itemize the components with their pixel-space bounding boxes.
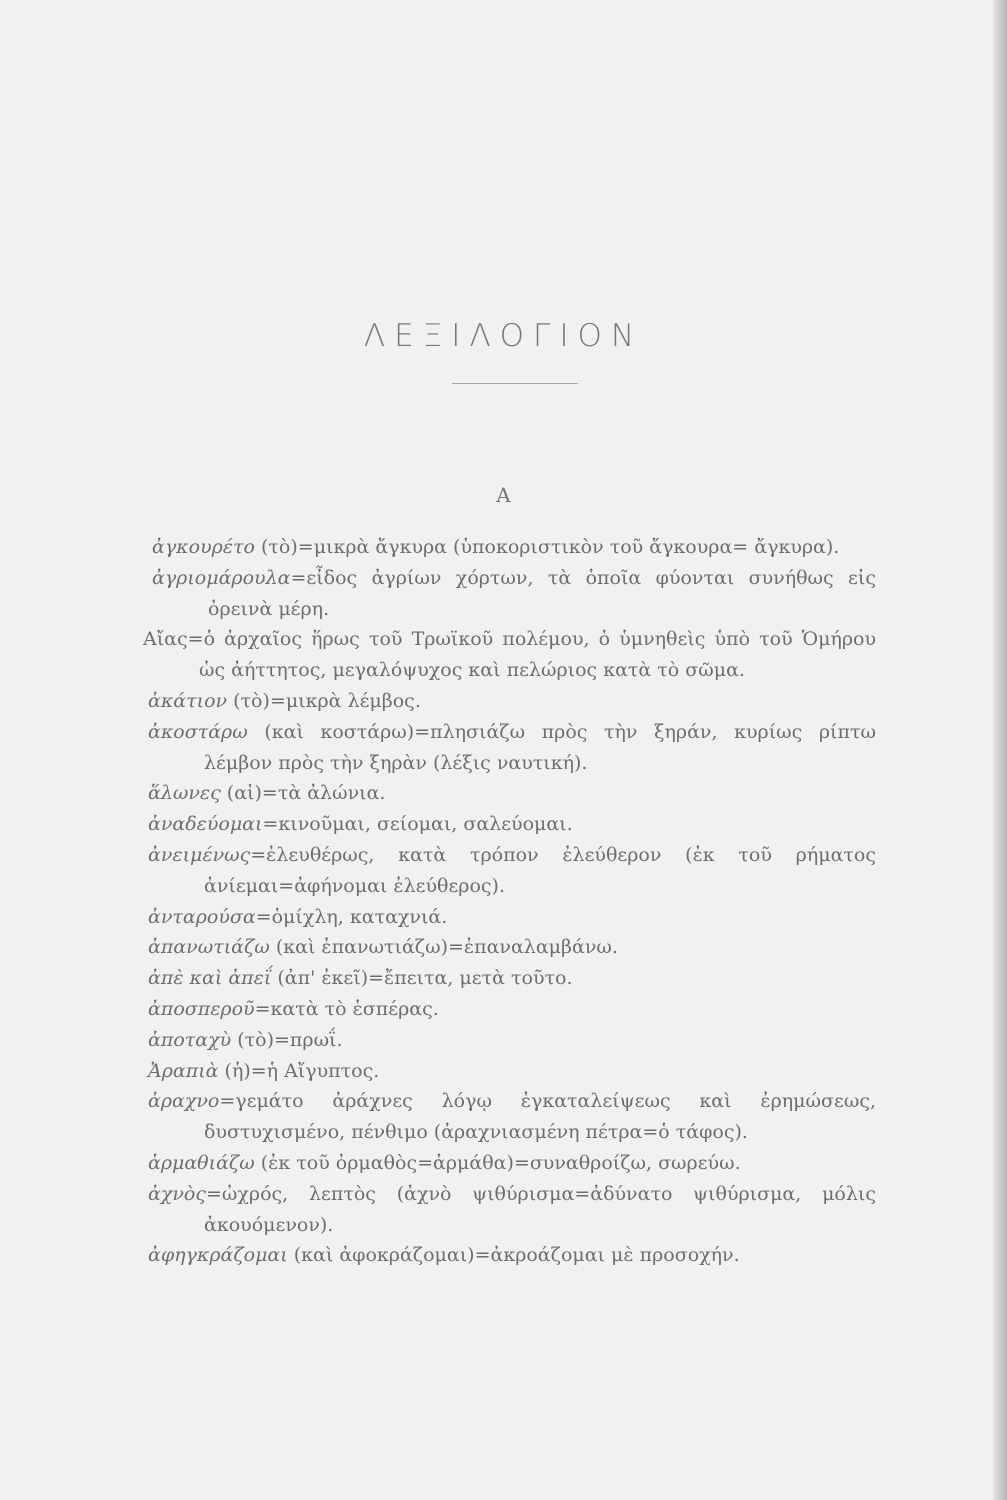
entry-headword: ἀραχνο: [148, 1090, 220, 1113]
entry-headword: ἀποταχὺ: [148, 1028, 232, 1051]
glossary-entry: [148, 1086, 876, 1148]
entry-headword: ἀγριομάρουλα: [152, 566, 291, 589]
entry-definition: =εἶδος ἀγρίων χόρτων, τὰ ὁποῖα φύονται συνήθως εἰς ὀρεινὰ μέρη.: [208, 566, 876, 620]
title-divider: [452, 383, 578, 384]
glossary-entry: [148, 840, 876, 902]
glossary-entry: [148, 1179, 876, 1241]
glossary-entry: [152, 563, 876, 625]
glossary-entry: [148, 809, 876, 840]
glossary-entry: [148, 1148, 876, 1179]
glossary-entry: [148, 932, 876, 963]
glossary-entry: [148, 717, 876, 779]
entry-definition: (τὸ)=μικρὰ λέμβος.: [227, 689, 421, 712]
entry-definition: =γεμάτο ἀράχνες λόγῳ ἐγκαταλείψεως καὶ ἐρημώσεως, δυστυχισμένο, πένθιμο (ἀραχνιασμένη πέτρα=ὁ τάφος).: [204, 1090, 876, 1144]
entry-definition: (ἀπ' ἐκεῖ)=ἔπειτα, μετὰ τοῦτο.: [271, 967, 573, 990]
entry-definition: (τὸ)=μικρὰ ἄγκυρα (ὑποκοριστικὸν τοῦ ἄγκουρα= ἄγκυρα).: [254, 536, 840, 558]
section-letter: Α: [496, 483, 511, 507]
entry-definition: =κατὰ τὸ ἑσπέρας.: [254, 997, 439, 1020]
entry-definition: (ἡ)=ἡ Αἴγυπτος.: [218, 1059, 380, 1082]
entry-definition: (καὶ ἀφοκράζομαι)=ἀκροάζομαι μὲ προσοχήν.: [287, 1244, 740, 1267]
glossary-entry: [148, 1025, 876, 1056]
glossary-entry: [148, 994, 876, 1025]
entry-headword: ἀγκουρέτο: [152, 536, 255, 558]
glossary-entry: [148, 778, 876, 809]
entry-definition: (τὸ)=πρωΐ.: [231, 1028, 343, 1051]
glossary-entry: [148, 686, 876, 717]
entry-headword: ἀνταρούσα: [148, 905, 256, 928]
entry-definition: =κινοῦμαι, σείομαι, σαλεύομαι.: [262, 813, 573, 836]
entry-headword: Ἀραπιὰ: [148, 1059, 219, 1082]
entry-definition: (ἐκ τοῦ ὁρμαθὸς=ἁρμάθα)=συναθροίζω, σωρεύω.: [254, 1151, 741, 1174]
entry-definition: =ὁμίχλη, καταχνιά.: [255, 905, 448, 928]
entry-definition: (καὶ κοστάρω)=πλησιάζω πρὸς τὴν ξηράν, κυρίως ρίπτω λέμβον πρὸς τὴν ξηρὰν (λέξις ναυτική).: [204, 720, 876, 774]
entry-headword: ἀνειμένως: [148, 843, 251, 866]
entry-headword: ἀποσπεροῦ: [148, 997, 255, 1020]
entry-definition: (καὶ ἐπανωτιάζω)=ἐπαναλαμβάνω.: [269, 936, 618, 959]
entry-definition: Αἴας=ὁ ἀρχαῖος ἥρως τοῦ Τρωϊκοῦ πολέμου, ὁ ὑμνηθεὶς ὑπὸ τοῦ Ὁμήρου ὡς ἀήττητος, μεγαλόψυχος καὶ πελώριος κατὰ τὸ σῶμα.: [143, 628, 876, 682]
page-title: ΛΕΞΙΛΟΓΙΟΝ: [363, 318, 644, 354]
glossary-entry: [148, 1056, 876, 1087]
entry-headword: ἀπανωτιάζω: [148, 936, 270, 959]
entry-headword: ἀναδεύομαι: [148, 813, 263, 836]
entry-headword: ἀφηγκράζομαι: [148, 1244, 288, 1267]
entry-headword: ἅλωνες: [148, 782, 221, 805]
entry-headword: ἁρμαθιάζω: [148, 1151, 255, 1174]
glossary-entry: [143, 624, 876, 686]
page-edge: [993, 0, 1007, 1500]
entry-definition: =ἐλευθέρως, κατὰ τρόπον ἐλεύθερον (ἐκ τοῦ ρήματος ἀνίεμαι=ἀφήνομαι ἐλεύθερος).: [204, 843, 876, 897]
entry-definition: (αἱ)=τὰ ἀλώνια.: [220, 782, 386, 805]
glossary-entry: [148, 963, 876, 994]
glossary-entries: [143, 532, 876, 1271]
entry-headword: ἀπὲ καὶ ἀπεΐ: [148, 967, 272, 990]
entry-definition: =ὠχρός, λεπτὸς (ἀχνὸ ψιθύρισμα=ἀδύνατο ψιθύρισμα, μόλις ἀκουόμενον).: [204, 1182, 876, 1236]
entry-headword: ἀκοστάρω: [148, 720, 248, 743]
glossary-entry: [148, 902, 876, 933]
entry-headword: ἀκάτιον: [148, 689, 228, 712]
glossary-entry: [152, 532, 876, 563]
glossary-entry: [148, 1240, 876, 1271]
entry-headword: ἀχνὸς: [148, 1182, 206, 1205]
